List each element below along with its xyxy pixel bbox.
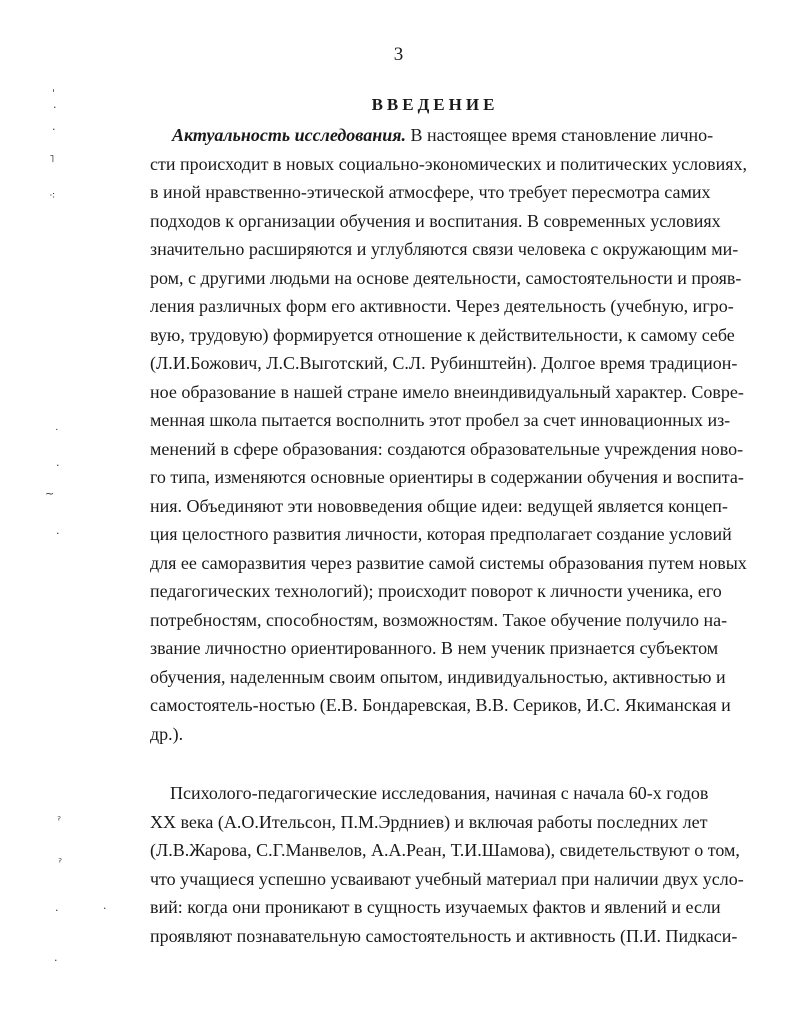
scan-speck: ˥ (49, 152, 55, 165)
paragraph-line: ния. Объединяют эти нововведения общие идеи: ведущей является концеп- (150, 495, 728, 516)
paragraph-line: (Л.В.Жарова, С.Г.Манвелов, А.А.Реан, Т.И.Шамова), свидетельствуют о том, (150, 840, 740, 860)
paragraph-line: значительно расширяются и углубляются связи человека с окружающим ми- (150, 239, 739, 259)
paragraph-relevance (150, 121, 748, 748)
scan-speck: · (56, 527, 60, 540)
paragraph-line: что учащиеся успешно усваивают учебный материал при наличии двух усло- (150, 868, 744, 889)
paragraph-line: подходов к организации обучения и воспитания. В современных условиях (150, 210, 721, 231)
scan-speck: ˈ (52, 87, 56, 100)
paragraph-lead: Актуальность исследования. (172, 125, 406, 145)
paragraph-line: обучения, наделенным своим опытом, индивидуальностью, активностью и (150, 666, 726, 687)
scan-speck: · (53, 101, 57, 114)
scan-speck: ˀ (57, 814, 62, 827)
paragraph-line: ное образование в нашей стране имело внеиндивидуальный характер. Совре- (150, 381, 744, 402)
page-number: 3 (393, 44, 404, 65)
paragraph-line: менений в сфере образования: создаются образовательные учреждения ново- (150, 438, 744, 459)
paragraph-line: XX века (А.О.Ительсон, П.М.Эрдниев) и включая работы последних лет (150, 811, 708, 832)
paragraph-line: сти происходит в новых социально-экономических и политических условиях, (150, 153, 748, 174)
scan-speck: ˀ (58, 856, 63, 869)
paragraph-line: потребностям, способностям, возможностям. Такое обучение получило на- (150, 609, 728, 630)
paragraph-line: в иной нравственно-этической атмосфере, что требует пересмотра самих (150, 182, 711, 202)
paragraph-line: менная школа пытается восполнить этот пробел за счет инновационных из- (150, 410, 731, 430)
paragraph-line: ром, с другими людьми на основе деятельности, самостоятельности и прояв- (150, 267, 742, 288)
paragraph-line: для ее саморазвития через развитие самой системы образования путем новых (150, 552, 747, 573)
paragraph-line: проявляют познавательную самостоятельность и активность (П.И. Пидкаси- (150, 925, 738, 946)
paragraph-line: ция целостного развития личности, которая предполагает создание условий (150, 524, 732, 544)
scan-speck: · (54, 954, 58, 967)
paragraph-research (150, 779, 744, 950)
paragraph-line: (Л.И.Божович, Л.С.Выготский, С.Л. Рубинштейн). Долгое время традицион- (150, 353, 738, 373)
paragraph-line-text: В настоящее время становление лично- (406, 125, 714, 145)
paragraph-line: самостоятель-ностью (Е.В. Бондаревская, В.В. Сериков, И.С. Якиманская и (150, 695, 731, 715)
paragraph-line: педагогических технологий); происходит поворот к личности ученика, его (150, 581, 722, 601)
section-heading: ВВЕДЕНИЕ (371, 95, 499, 114)
paragraph-line: звание личностно ориентированного. В нем ученик признается субъектом (150, 638, 719, 658)
scan-speck: · (52, 123, 56, 136)
paragraph-line: вий: когда они проникают в сущность изучаемых фактов и явлений и если (150, 897, 721, 917)
paragraph-line: др.). (150, 723, 184, 744)
paragraph-line: Психолого-педагогические исследования, начиная с начала 60-х годов (170, 783, 709, 803)
scan-speck: ˙ (54, 427, 60, 440)
scan-speck: · (56, 459, 60, 472)
scan-speck: ⁖ (49, 189, 56, 202)
scan-speck: ~ (45, 487, 55, 500)
paragraph-line: вую, трудовую) формируется отношение к действительности, к самому себе (150, 324, 735, 345)
paragraph-line: ления различных форм его активности. Через деятельность (учебную, игро- (150, 296, 734, 316)
paragraph-line (150, 121, 714, 150)
scan-speck: · (55, 904, 59, 917)
paragraph-line: го типа, изменяются основные ориентиры в содержании обучения и воспита- (150, 467, 744, 487)
scan-speck: · (103, 902, 107, 915)
